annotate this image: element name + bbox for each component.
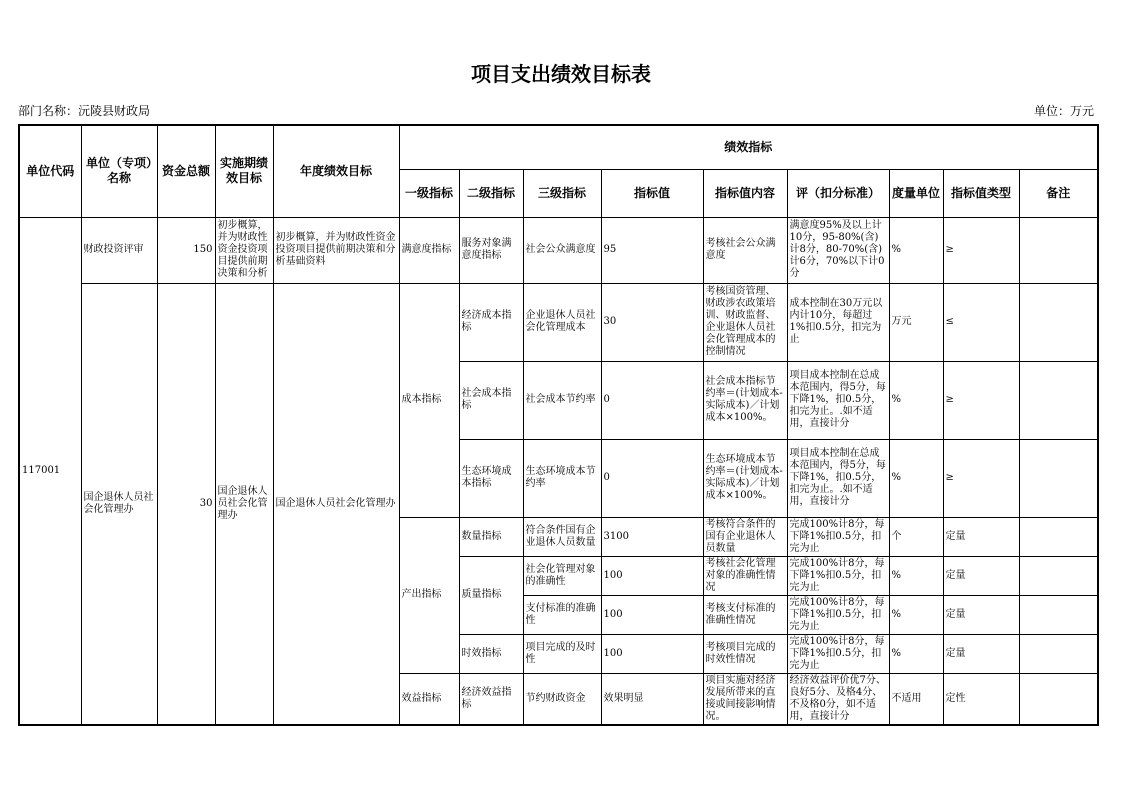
project-annual-target-cell: 国企退休人员社会化管理办 <box>273 283 399 725</box>
level3-cell: 社会公众满意度 <box>523 217 601 283</box>
level3-cell: 社会成本节约率 <box>523 361 601 439</box>
content-cell: 考核符合条件的国有企业退休人员数量 <box>703 517 787 556</box>
level2-cell: 经济成本指标 <box>459 283 523 361</box>
unit-cell: % <box>889 595 943 634</box>
unit-cell: 不适用 <box>889 673 943 725</box>
level2-cell: 经济效益指标 <box>459 673 523 725</box>
criteria-cell: 完成100%计8分，每下降1%扣0.5分，扣完为止 <box>787 556 889 595</box>
value-cell: 100 <box>601 634 703 673</box>
level2-cell: 服务对象满意度指标 <box>459 217 523 283</box>
project-name-cell: 国企退休人员社会化管理办 <box>81 283 157 725</box>
page-title: 项目支出绩效目标表 <box>471 62 651 86</box>
criteria-cell: 完成100%计8分，每下降1%扣0.5分，扣完为止 <box>787 634 889 673</box>
value-cell: 3100 <box>601 517 703 556</box>
unit-cell: % <box>889 361 943 439</box>
type-cell: ≥ <box>943 361 1019 439</box>
level3-cell: 符合条件国有企业退休人员数量 <box>523 517 601 556</box>
remarks-cell <box>1019 595 1098 634</box>
header-remarks: 备注 <box>1019 169 1098 217</box>
criteria-cell: 完成100%计8分，每下降1%扣0.5分，扣完为止 <box>787 595 889 634</box>
type-cell: ≥ <box>943 439 1019 517</box>
table-row <box>19 283 1098 361</box>
level1-cell: 成本指标 <box>399 283 459 517</box>
header-unit-name: 单位（专项）名称 <box>81 125 157 217</box>
unit-cell: % <box>889 556 943 595</box>
header-unit-code: 单位代码 <box>19 125 81 217</box>
criteria-cell: 完成100%计8分，每下降1%扣0.5分，扣完为止 <box>787 517 889 556</box>
remarks-cell <box>1019 217 1098 283</box>
project-annual-target-cell: 初步概算，并为财政性资金投资项目提供前期决策和分析基础资料 <box>273 217 399 283</box>
level1-cell: 效益指标 <box>399 673 459 725</box>
level2-cell: 时效指标 <box>459 634 523 673</box>
remarks-cell <box>1019 634 1098 673</box>
remarks-cell <box>1019 361 1098 439</box>
level3-cell: 支付标准的准确性 <box>523 595 601 634</box>
content-cell: 社会成本指标节约率＝(计划成本-实际成本)／计划成本×100%。 <box>703 361 787 439</box>
header-value: 指标值 <box>601 169 703 217</box>
project-period-target-cell: 国企退休人员社会化管理办 <box>215 283 273 725</box>
performance-target-table <box>18 124 1099 726</box>
type-cell: 定量 <box>943 634 1019 673</box>
header-perf-indicators: 绩效指标 <box>399 125 1098 169</box>
type-cell: 定量 <box>943 595 1019 634</box>
project-name-cell: 财政投资评审 <box>81 217 157 283</box>
criteria-cell: 经济效益评价优7分、良好5分、及格4分、不及格0分，如不适用，直接计分 <box>787 673 889 725</box>
header-level2: 二级指标 <box>459 169 523 217</box>
value-cell: 100 <box>601 595 703 634</box>
header-annual-target: 年度绩效目标 <box>273 125 399 217</box>
level2-cell: 生态环境成本指标 <box>459 439 523 517</box>
remarks-cell <box>1019 673 1098 725</box>
unit-code-cell: 117001 <box>19 217 81 725</box>
type-cell: ≥ <box>943 217 1019 283</box>
remarks-cell <box>1019 517 1098 556</box>
type-cell: 定量 <box>943 517 1019 556</box>
project-amount-cell: 30 <box>157 283 215 725</box>
value-cell: 30 <box>601 283 703 361</box>
type-cell: ≤ <box>943 283 1019 361</box>
level1-cell: 产出指标 <box>399 517 459 673</box>
value-cell: 100 <box>601 556 703 595</box>
remarks-cell <box>1019 556 1098 595</box>
content-cell: 考核支付标准的准确性情况 <box>703 595 787 634</box>
level1-cell: 满意度指标 <box>399 217 459 283</box>
criteria-cell: 项目成本控制在总成本范围内，得5分，每下降1%，扣0.5分，扣完为止。.如不适用，直接计分 <box>787 439 889 517</box>
type-cell: 定量 <box>943 556 1019 595</box>
content-cell: 考核社会公众满意度 <box>703 217 787 283</box>
content-cell: 生态环境成本节约率＝(计划成本-实际成本)／计划成本×100%。 <box>703 439 787 517</box>
level2-cell: 社会成本指标 <box>459 361 523 439</box>
level3-cell: 生态环境成本节约率 <box>523 439 601 517</box>
unit-cell: 万元 <box>889 283 943 361</box>
remarks-cell <box>1019 439 1098 517</box>
project-amount-cell: 150 <box>157 217 215 283</box>
level3-cell: 项目完成的及时性 <box>523 634 601 673</box>
unit-cell: % <box>889 217 943 283</box>
project-period-target-cell: 初步概算，并为财政性资金投资项目提供前期决策和分析 <box>215 217 273 283</box>
header-total-funds: 资金总额 <box>157 125 215 217</box>
content-cell: 考核项目完成的时效性情况 <box>703 634 787 673</box>
header-measure-unit: 度量单位 <box>889 169 943 217</box>
unit-cell: % <box>889 634 943 673</box>
criteria-cell: 项目成本控制在总成本范围内，得5分，每下降1%，扣0.5分，扣完为止。.如不适用，直接计分 <box>787 361 889 439</box>
department-label: 部门名称：沅陵县财政局 <box>18 104 151 118</box>
value-cell: 0 <box>601 439 703 517</box>
unit-cell: 个 <box>889 517 943 556</box>
header-value-type: 指标值类型 <box>943 169 1019 217</box>
criteria-cell: 满意度95%及以上计10分，95-80%(含)计8分，80-70%(含)计6分，70%以下计0分 <box>787 217 889 283</box>
header-level1: 一级指标 <box>399 169 459 217</box>
header-value-content: 指标值内容 <box>703 169 787 217</box>
level3-cell: 社会化管理对象的准确性 <box>523 556 601 595</box>
value-cell: 0 <box>601 361 703 439</box>
remarks-cell <box>1019 283 1098 361</box>
currency-unit-label: 单位：万元 <box>1033 104 1094 118</box>
content-cell: 考核国资管理、财政涉农政策培训、财政监督、企业退休人员社会化管理成本的控制情况 <box>703 283 787 361</box>
criteria-cell: 成本控制在30万元以内计10分，每超过1%扣0.5分，扣完为止 <box>787 283 889 361</box>
value-cell: 效果明显 <box>601 673 703 725</box>
level2-cell: 数量指标 <box>459 517 523 556</box>
content-cell: 项目实施对经济发展所带来的直接或间接影响情况。 <box>703 673 787 725</box>
header-level3: 三级指标 <box>523 169 601 217</box>
level2-cell: 质量指标 <box>459 556 523 634</box>
value-cell: 95 <box>601 217 703 283</box>
level3-cell: 企业退休人员社会化管理成本 <box>523 283 601 361</box>
header-period-target: 实施期绩效目标 <box>215 125 273 217</box>
unit-cell: % <box>889 439 943 517</box>
table-row <box>19 217 1098 283</box>
content-cell: 考核社会化管理对象的准确性情况 <box>703 556 787 595</box>
type-cell: 定性 <box>943 673 1019 725</box>
header-criteria: 评（扣分标准） <box>787 169 889 217</box>
level3-cell: 节约财政资金 <box>523 673 601 725</box>
header-row-1 <box>19 125 1098 169</box>
